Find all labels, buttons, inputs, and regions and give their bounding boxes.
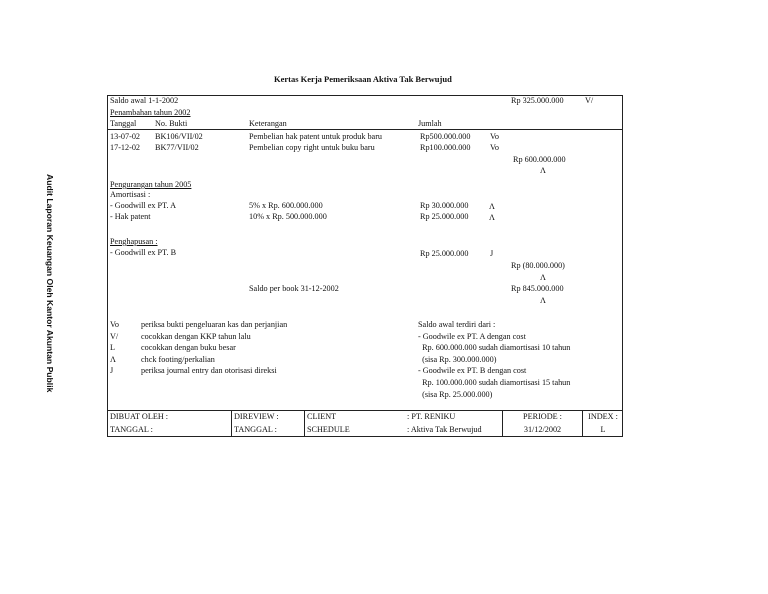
opening-amount: Rp 325.000.000: [511, 96, 564, 105]
footer-divider: [304, 410, 305, 437]
closing-mark: Λ: [540, 296, 546, 305]
legend-text: chck footing/perkalian: [141, 355, 215, 364]
col-ref-header: No. Bukti: [155, 119, 188, 128]
reduction-row-2-amount: Rp 25.000.000: [420, 212, 469, 221]
addition-row-2-date: 17-12-02: [110, 143, 141, 152]
footer-index-value: L: [600, 425, 606, 434]
footer-index-label: INDEX :: [588, 412, 618, 421]
additions-total: Rp 600.000.000: [513, 155, 566, 164]
closing-amount: Rp 845.000.000: [511, 284, 564, 293]
writeoff-row-1-label: - Goodwill ex PT. B: [110, 248, 177, 257]
note-line: - Goodwile ex PT. A dengan cost: [418, 332, 526, 341]
col-amount-header: Jumlah: [418, 119, 442, 128]
legend-symbol: V/: [110, 332, 119, 341]
col-date-header: Tanggal: [110, 119, 137, 128]
note-line: Saldo awal terdiri dari :: [418, 320, 496, 329]
footer-schedule-value: : Aktiva Tak Berwujud: [407, 425, 482, 434]
legend-symbol: L: [110, 343, 116, 352]
footer-period-label: PERIODE :: [523, 412, 562, 421]
reduction-row-2-calc: 10% x Rp. 500.000.000: [249, 212, 327, 221]
addition-row-1-amount: Rp500.000.000: [420, 132, 471, 141]
closing-label: Saldo per book 31-12-2002: [249, 284, 339, 293]
reduction-row-2-mark: Λ: [489, 213, 495, 222]
reductions-sub: Amortisasi :: [110, 190, 151, 199]
note-line: Rp. 100.000.000 sudah diamortisasi 15 tahun: [418, 378, 571, 387]
footer-prepared-by: DIBUAT OLEH :: [110, 412, 169, 421]
col-desc-header: Keterangan: [249, 119, 287, 128]
note-line: - Goodwile ex PT. B dengan cost: [418, 366, 527, 375]
legend-text: cocokkan dengan buku besar: [141, 343, 236, 352]
additions-total-mark: Λ: [540, 166, 546, 175]
note-line: (sisa Rp. 25.000.000): [418, 390, 493, 399]
opening-label: Saldo awal 1-1-2002: [110, 96, 179, 105]
writeoff-heading: Penghapusan :: [110, 237, 158, 246]
document-title: Kertas Kerja Pemeriksaan Aktiva Tak Berwujud: [274, 74, 452, 84]
side-label: Audit Laporan Keuangan Oleh Kantor Akuntan Publik: [45, 174, 55, 393]
legend-symbol: Λ: [110, 355, 116, 364]
addition-row-2-amount: Rp100.000.000: [420, 143, 471, 152]
reductions-total-mark: Λ: [540, 273, 546, 282]
legend-symbol: Vo: [110, 320, 119, 329]
header-row-divider: [107, 129, 623, 130]
footer-period-value: 31/12/2002: [523, 425, 562, 434]
note-line: (sisa Rp. 300.000.000): [418, 355, 497, 364]
reduction-row-1-amount: Rp 30.000.000: [420, 201, 469, 210]
addition-row-2-ref: BK77/VII/02: [155, 143, 199, 152]
additions-heading: Penambahan tahun 2002: [110, 108, 191, 117]
footer-reviewed-by: DIREVIEW :: [234, 412, 279, 421]
reductions-heading: Pengurangan tahun 2005: [110, 180, 192, 189]
reductions-total: Rp (80.000.000): [511, 261, 565, 270]
legend-text: periksa bukti pengeluaran kas dan perjanjian: [141, 320, 288, 329]
addition-row-1-mark: Vo: [490, 132, 499, 141]
reduction-row-1-mark: Λ: [489, 202, 495, 211]
opening-mark: V/: [585, 96, 594, 105]
footer-reviewed-date: TANGGAL :: [234, 425, 277, 434]
footer-client-label: CLIENT: [307, 412, 337, 421]
reduction-row-1-label: - Goodwill ex PT. A: [110, 201, 177, 210]
writeoff-row-1-amount: Rp 25.000.000: [420, 249, 469, 258]
legend-symbol: J: [110, 366, 114, 375]
addition-row-1-ref: BK106/VII/02: [155, 132, 203, 141]
footer-prepared-date: TANGGAL :: [110, 425, 153, 434]
legend-text: periksa journal entry dan otorisasi direksi: [141, 366, 277, 375]
note-line: Rp. 600.000.000 sudah diamortisasi 10 tahun: [418, 343, 571, 352]
footer-client-value: : PT. RENIKU: [407, 412, 456, 421]
reduction-row-2-label: - Hak patent: [110, 212, 151, 221]
footer-divider: [231, 410, 232, 437]
legend-text: cocokkan dengan KKP tahun lalu: [141, 332, 251, 341]
addition-row-2-mark: Vo: [490, 143, 499, 152]
footer-schedule-label: SCHEDULE: [307, 425, 350, 434]
addition-row-1-date: 13-07-02: [110, 132, 141, 141]
reduction-row-1-calc: 5% x Rp. 600.000.000: [249, 201, 323, 210]
writeoff-row-1-mark: J: [490, 249, 494, 258]
addition-row-2-desc: Pembelian copy right untuk buku baru: [249, 143, 375, 152]
addition-row-1-desc: Pembelian hak patent untuk produk baru: [249, 132, 383, 141]
